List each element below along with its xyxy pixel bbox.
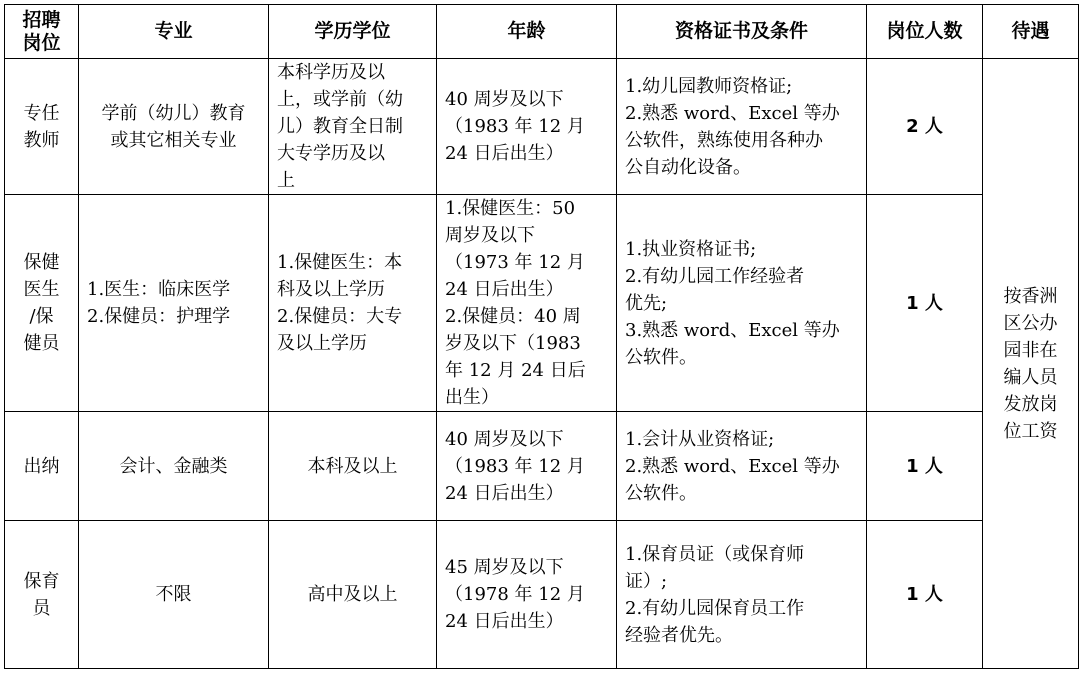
table-row: [5, 521, 1079, 669]
cell-age: 45 周岁及以下 （1978 年 12 月 24 日后出生）: [437, 521, 617, 669]
cell-major: 会计、金融类: [79, 412, 269, 521]
cell-count: 1 人: [867, 195, 983, 412]
header-education: 学历学位: [269, 5, 437, 59]
cell-position: 保健 医生 /保 健员: [5, 195, 79, 412]
cell-education: 高中及以上: [269, 521, 437, 669]
header-row: [5, 5, 1079, 59]
header-position: 招聘 岗位: [5, 5, 79, 59]
cell-qualifications: 1.幼儿园教师资格证; 2.熟悉 word、Excel 等办 公软件，熟练使用各种办 公自动化设备。: [617, 59, 867, 195]
cell-count: 1 人: [867, 521, 983, 669]
table-row: [5, 412, 1079, 521]
header-major: 专业: [79, 5, 269, 59]
cell-age: 1.保健医生：50 周岁及以下 （1973 年 12 月 24 日后出生） 2.保健员：40 周 岁及以下（1983 年 12 月 24 日后 出生）: [437, 195, 617, 412]
cell-count: 1 人: [867, 412, 983, 521]
cell-qualifications: 1.保育员证（或保育师 证）; 2.有幼儿园保育员工作 经验者优先。: [617, 521, 867, 669]
cell-age: 40 周岁及以下 （1983 年 12 月 24 日后出生）: [437, 412, 617, 521]
cell-major: 不限: [79, 521, 269, 669]
header-benefit: 待遇: [983, 5, 1079, 59]
header-count: 岗位人数: [867, 5, 983, 59]
cell-qualifications: 1.执业资格证书; 2.有幼儿园工作经验者 优先; 3.熟悉 word、Excel 等办 公软件。: [617, 195, 867, 412]
recruitment-table: [4, 4, 1079, 669]
cell-major: 1.医生：临床医学 2.保健员：护理学: [79, 195, 269, 412]
header-age: 年龄: [437, 5, 617, 59]
cell-position: 专任 教师: [5, 59, 79, 195]
cell-education: 1.保健医生：本 科及以上学历 2.保健员：大专 及以上学历: [269, 195, 437, 412]
cell-position: 出纳: [5, 412, 79, 521]
cell-education: 本科及以上: [269, 412, 437, 521]
table-row: [5, 195, 1079, 412]
table-row: [5, 59, 1079, 195]
cell-position: 保育 员: [5, 521, 79, 669]
cell-qualifications: 1.会计从业资格证; 2.熟悉 word、Excel 等办 公软件。: [617, 412, 867, 521]
cell-age: 40 周岁及以下 （1983 年 12 月 24 日后出生）: [437, 59, 617, 195]
cell-benefit: 按香洲 区公办 园非在 编人员 发放岗 位工资: [983, 59, 1079, 669]
header-qualifications: 资格证书及条件: [617, 5, 867, 59]
cell-major: 学前（幼儿）教育 或其它相关专业: [79, 59, 269, 195]
cell-education: 本科学历及以 上，或学前（幼 儿）教育全日制 大专学历及以 上: [269, 59, 437, 195]
cell-count: 2 人: [867, 59, 983, 195]
